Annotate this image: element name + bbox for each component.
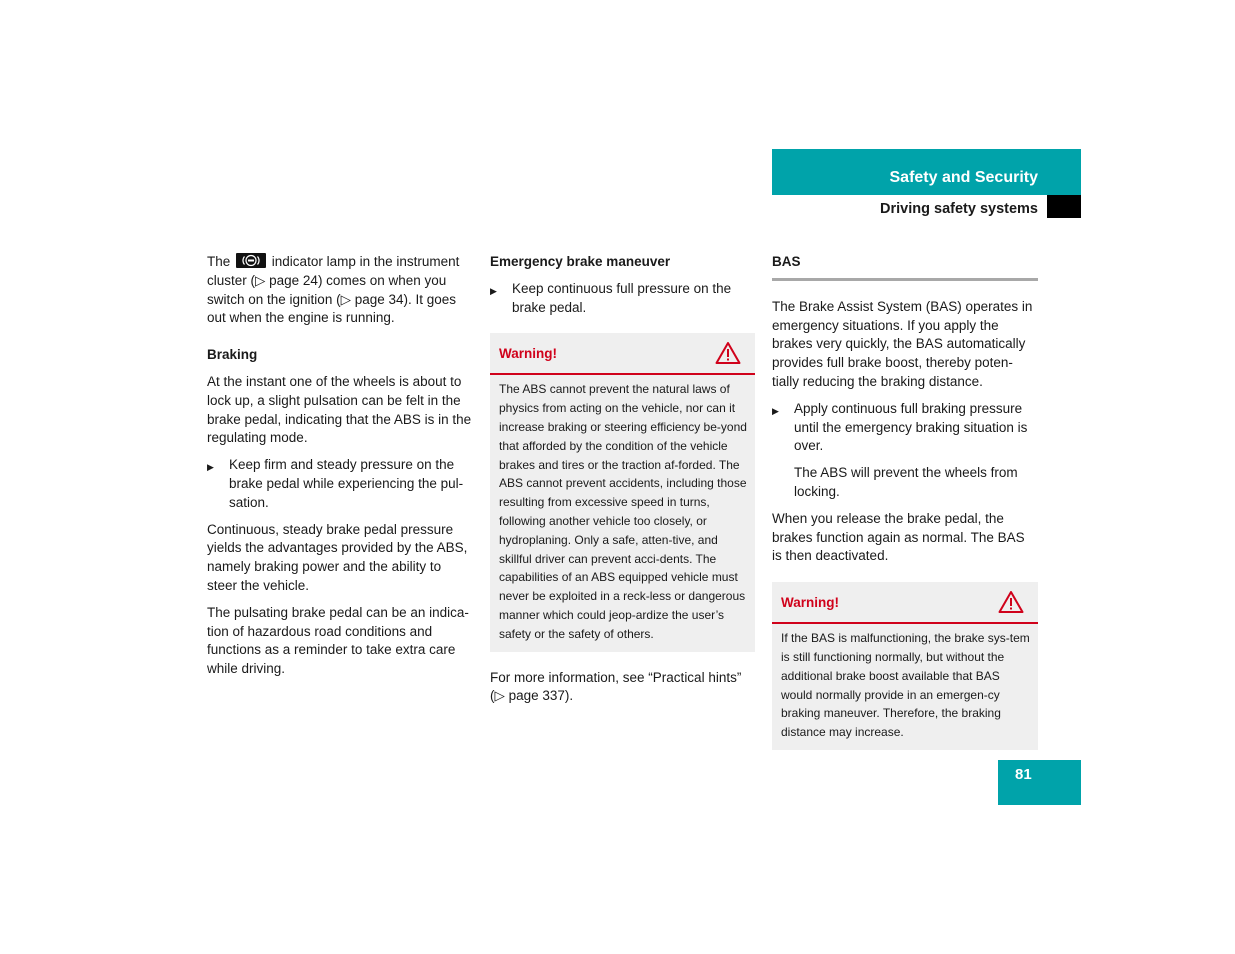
abs-warning-box bbox=[490, 333, 755, 651]
braking-paragraph-3: The pulsating brake pedal can be an indica-tion of hazardous road conditions and functions as a reminder to take extra care while driving. bbox=[207, 604, 469, 677]
bas-paragraph-2: When you release the brake pedal, the brakes function again as normal. The BAS is then deactivated. bbox=[772, 510, 1025, 564]
page-number: 81 bbox=[998, 760, 1081, 805]
bullet-triangle-icon: ▶ bbox=[490, 285, 497, 296]
column-middle bbox=[490, 253, 755, 714]
bas-paragraph-1: The Brake Assist System (BAS) operates in emergency situations. If you apply the brakes very quickly, the BAS automatically provides full brake boost, thereby poten-tially reducing the braking distance. bbox=[772, 298, 1033, 389]
bas-bullet: ▶ Apply continuous full braking pressure until the emergency braking situation is over. bbox=[772, 400, 1028, 454]
bas-warning-box bbox=[772, 582, 1038, 750]
section-title: Safety and Security bbox=[889, 169, 1038, 186]
section-title-bar bbox=[772, 149, 1081, 195]
subsection-title: Driving safety systems bbox=[880, 201, 1038, 217]
warning-header bbox=[490, 333, 755, 375]
column-right bbox=[772, 253, 1038, 750]
intro-paragraph: The indicator lamp in the instrument cluster (▷ page 24) comes on when you switch on the ignition (▷ page 34). It goes out when the engine is running. bbox=[207, 254, 460, 326]
column-left bbox=[207, 253, 474, 687]
warning-header bbox=[772, 582, 1038, 624]
braking-bullet: ▶ Keep firm and steady pressure on the brake pedal while experiencing the pul-sation. bbox=[207, 457, 464, 510]
warning-label: Warning! bbox=[499, 346, 557, 362]
bullet-triangle-icon: ▶ bbox=[207, 462, 214, 473]
bas-heading-rule bbox=[772, 278, 1038, 281]
warning-text: The ABS cannot prevent the natural laws of physics from acting on the vehicle, nor can it increase braking or steering efficiency be-yond that afforded by the condition of the vehicle brakes and tires or the traction af-forded. The ABS cannot prevent accidents, including those resulting from excessive speed in turns, following another vehicle too closely, or hydroplaning. Only a safe, atten-tive, and skillful driver can prevent acci-dents. The capabilities of an ABS equipped vehicle must never be exploited in a reck-less or dangerous manner which could jeop-ardize the user’s safety or the safety of others. bbox=[499, 382, 747, 641]
more-info-paragraph: For more information, see “Practical hints” (▷ page 337). bbox=[490, 669, 742, 704]
emergency-bullet: ▶ Keep continuous full pressure on the brake pedal. bbox=[490, 280, 732, 315]
braking-paragraph-1: At the instant one of the wheels is about to lock up, a slight pulsation can be felt in the brake pedal, indicating that the ABS is in the regulating mode. bbox=[207, 373, 472, 446]
bullet-triangle-icon: ▶ bbox=[772, 405, 779, 416]
braking-paragraph-2: Continuous, steady brake pedal pressure yields the advantages provided by the ABS, namely braking power and the ability to steer the vehicle. bbox=[207, 521, 468, 593]
warning-text: If the BAS is malfunctioning, the brake sys-tem is still functioning normally, but without the additional brake boost available that BAS would normally provide in an emergen-cy braking maneuver. Therefore, the braking distance may increase. bbox=[781, 631, 1030, 740]
emergency-heading: Emergency brake maneuver bbox=[490, 254, 671, 269]
warning-triangle-icon bbox=[998, 590, 1024, 620]
warning-label: Warning! bbox=[781, 595, 839, 611]
section-marker bbox=[1047, 195, 1081, 218]
warning-triangle-icon bbox=[715, 341, 741, 371]
bas-heading: BAS bbox=[772, 254, 801, 269]
abs-indicator-lamp-icon bbox=[236, 253, 266, 268]
bas-result: The ABS will prevent the wheels from locking. bbox=[794, 465, 1018, 499]
braking-heading: Braking bbox=[207, 347, 258, 363]
